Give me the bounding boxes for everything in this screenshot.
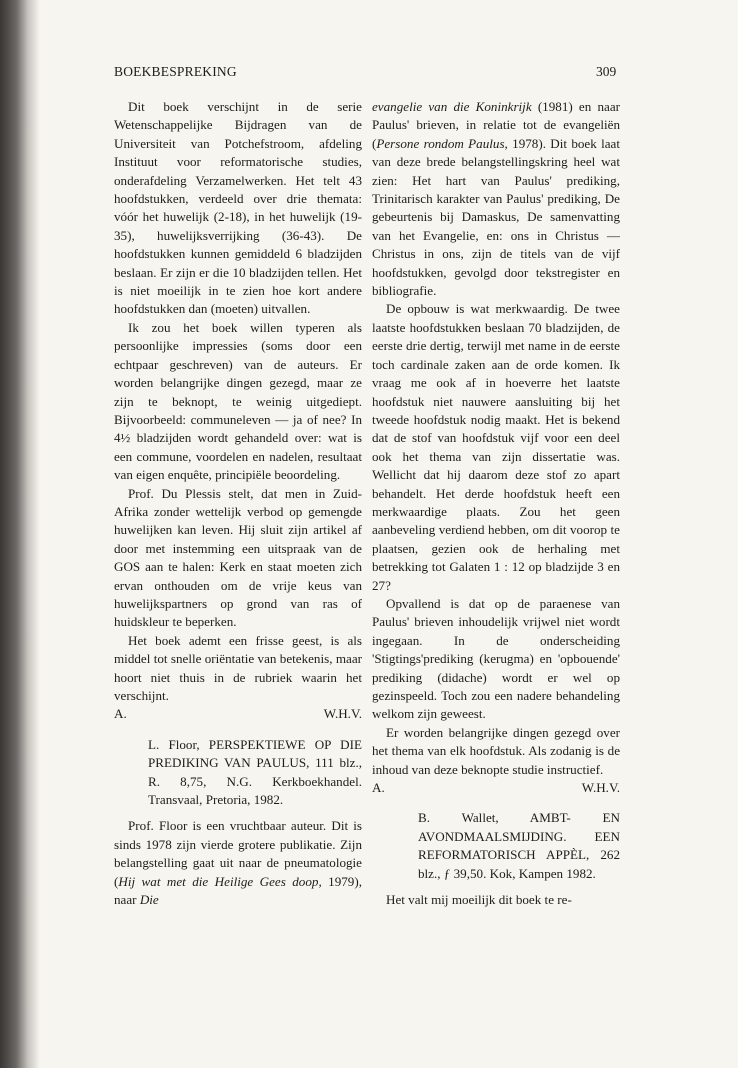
review-signature: [114, 705, 362, 723]
book-title: evangelie van die Koninkrijk: [372, 99, 532, 114]
book-title: Die: [139, 892, 159, 908]
paragraph: Het valt mij moeilijk dit boek te re-: [386, 892, 572, 908]
book-title: Persone rondom Paulus,: [376, 135, 508, 151]
paragraph: Prof. Floor is een vruchtbaar auteur. Dit is sinds 1978 zijn vierde grotere publikatie. Zijn belangstelling gaat uit naar de pneumatologie (Hij wat met die Heilige Gees doop, 1979), naar Die: [114, 818, 362, 908]
signature-author: W.H.V.: [581, 780, 620, 796]
page-number: 309: [596, 64, 617, 79]
paragraph: Ik zou het boek willen typeren als persoonlijke impressies (soms door een echtpaar geschreven) van de auteurs. Er worden belangrijke dingen gezegd, maar ze zijn te beknopt, te weinig uitgediept. Bijvoorbeeld: communeleven — ja of nee? In 4½ bladzijden wordt gehandeld over: wat is een commune, voordelen en nadelen, resultaat van eigen enquête, principiële beoordeling.: [114, 319, 362, 483]
book-reference: B. Wallet, AMBT- EN AVONDMAALSMIJDING. EEN REFORMATORISCH APPÈL, 262 blz., ƒ 39,50. Kok, Kampen 1982.: [418, 810, 620, 881]
review-signature: [372, 779, 620, 797]
paragraph: Dit boek verschijnt in de serie Wetenschappelijke Bijdragen van de Universiteit van Potchefstroom, afdeling Instituut voor reformatorische studies, onderafdeling Verzamelwerken. Het telt 43 hoofdstukken, verdeeld over drie themata: vóór het huwelijk (2-18), in het huwelijk (19-35), huwelijksverrijking (36-43). De hoofdstukken kunnen gemiddeld 6 bladzijden beslaan. Er zijn er die 10 bladzijden tellen. Het is niet moeilijk in te zien hoe kort andere hoofdstukken dan (moeten) uitvallen.: [114, 99, 362, 317]
paragraph: Opvallend is dat op de paraenese van Paulus' brieven inhoudelijk vrijwel niet wordt ingegaan. In de onderscheiding 'Stigtings'prediking (kerugma) en 'opbouende' prediking (didache) wordt er wel op gezinspeeld. Toch zou een nadere behandeling welkom zijn geweest.: [372, 595, 620, 722]
signature-initial: A.: [114, 706, 127, 722]
paragraph: evangelie van die Koninkrijk (1981) en naar Paulus' brieven, in relatie tot de evangeliën (Persone rondom Paulus, 1978). Dit boek laat van deze brede belangstellingskring heel wat zien: Het hart van Paulus' prediking, Trinitarisch karakter van Paulus' prediking, De gebeurtenis bij Damaskus, De samenvatting van het Evangelie, en: ons in Christus — Christus in ons, zijn de titels van de vijf hoofdstukken, gevolgd door tekstregister en bibliografie.: [372, 99, 621, 299]
signature-initial: A.: [372, 780, 385, 796]
running-header: BOEKBESPREKING: [114, 64, 237, 79]
right-column: [372, 98, 620, 909]
paragraph: Er worden belangrijke dingen gezegd over het thema van elk hoofdstuk. Als zodanig is de inhoud van deze beknopte studie instructief.: [372, 724, 620, 777]
scan-shadow-edge: [0, 0, 40, 1068]
signature-author: W.H.V.: [323, 706, 362, 722]
book-reference: L. Floor, PERSPEKTIEWE OP DIE PREDIKING VAN PAULUS, 111 blz., R. 8,75, N.G. Kerkboekhandel. Transvaal, Pretoria, 1982.: [148, 736, 362, 808]
left-column: [114, 98, 362, 909]
paragraph: Prof. Du Plessis stelt, dat men in Zuid-Afrika zonder wettelijk verbod op gemengde huwelijken kan leven. Hij sluit zijn artikel af door met instemming een uitspraak van de GOS aan te halen: Kerk en staat moeten zich ervan onthouden om de vrije keus van huwelijkspartners op grond van ras of huidskleur te beperken.: [114, 485, 362, 630]
paragraph: De opbouw is wat merkwaardig. De twee laatste hoofdstukken beslaan 70 bladzijden, de eerste drie dertig, terwijl met name in de eerste toch cardinale zaken aan de orde komen. Ik vraag me ook af in hoeverre het laatste hoofdstuk niet nauwere aansluiting bij het tweede hoofdstuk nodig maakt. Het is bekend dat de stof van hoofdstuk vijf voor een deel ook het thema van zijn dissertatie was. Wellicht dat hij daarom deze stof zo apart behandelt. Het derde hoofdstuk heeft een merkwaardige plaats. Zou het geen aanbeveling verdiend hebben, om dit voorop te plaatsen, gezien ook de herhaling met betrekking tot Galaten 1 : 12 op bladzijde 3 en 27?: [372, 301, 620, 593]
paragraph: Het boek ademt een frisse geest, is als middel tot snelle oriëntatie van betekenis, maar hoort niet thuis in de rubriek waarin het verschijnt.: [114, 632, 362, 703]
book-title: Hij wat met die Heilige Gees doop,: [118, 873, 322, 889]
